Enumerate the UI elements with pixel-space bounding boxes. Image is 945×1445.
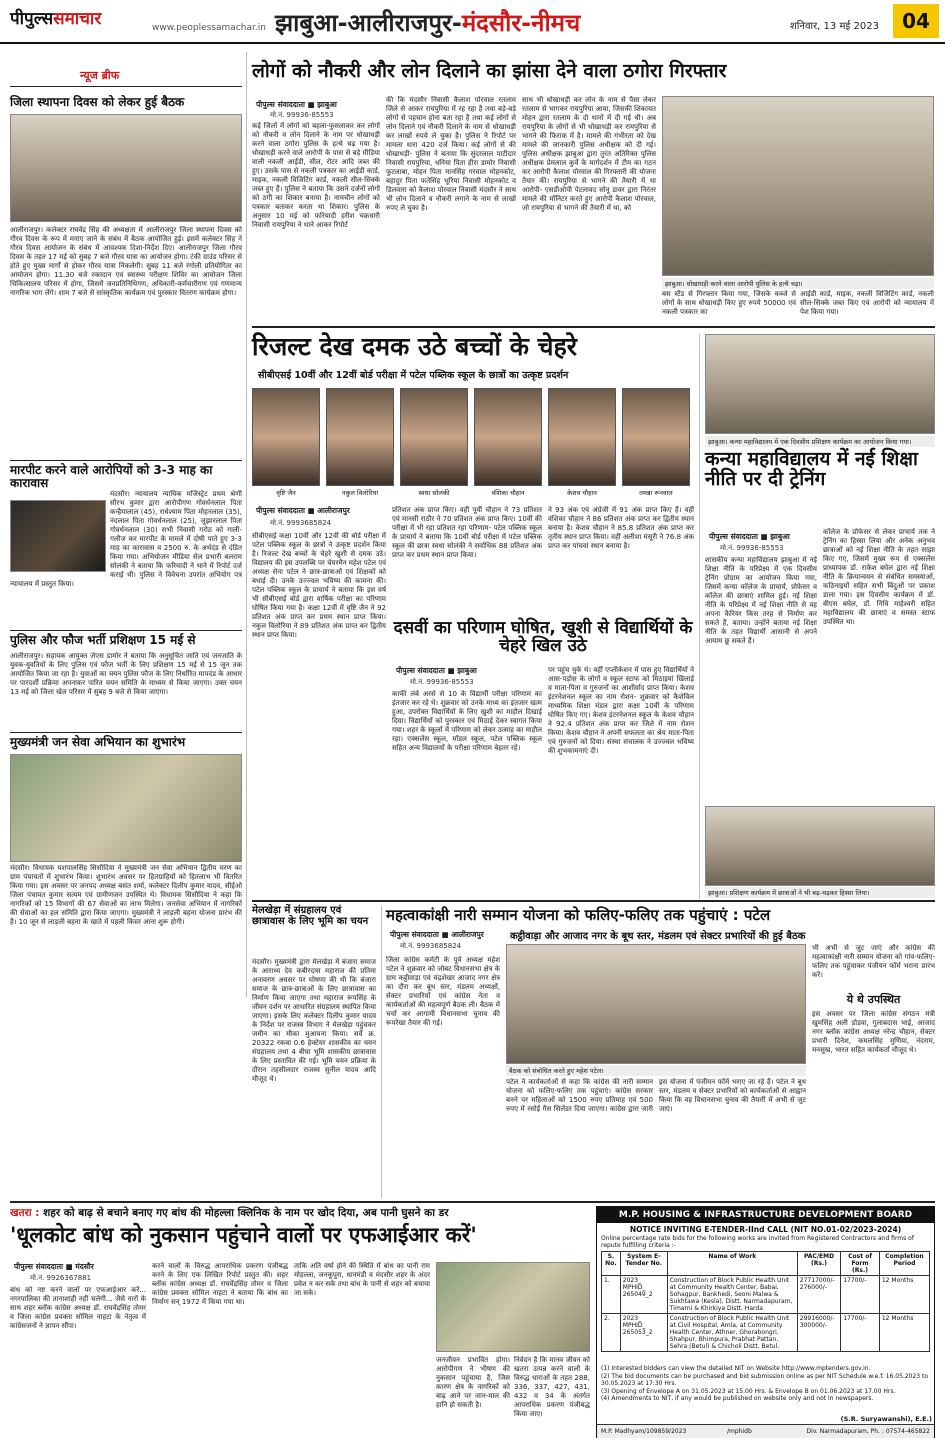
site-url[interactable]: www.peoplessamachar.in — [152, 23, 266, 33]
result-body-col3: ने 93 अंक एवं अंग्रेजी में 91 अंक प्राप्त किए हैं। वहीं वंशिका चौहान ने 86 प्रतिशत अंक प्राप्त कर द्वितीय स्थान बनाया है। केशव चौहान ने 85.8 प्रतिशत अंक प्राप्त कर तृतीय स्थान प्राप्त किया। वहीं अलीशा मंसूरी ने 76.8 अंक प्राप्त कर पांचवां स्थान बनाया है। — [548, 506, 694, 550]
lead-body-col2: की कि मंदसौर निवासी कैलाश पोरवाल रतलाम जिले से आकर रायपुरिया में रह रहा है तथा बड़े-बड़े लोगों से पहचान होना बता रहा है तथा कई लोगों से लोन दिलाने एवं नौकरी दिलाने के नाम से धोखाधड़ी कर लाखों रुपये ले चुका है। पुलिस ने रिपोर्ट पर मामला धारा 420 दर्ज किया। कई लोगों से की धोखाधड़ी- पुलिस ने बताया कि सुंदरलाल पाटीदार निवासी रायपुरिया, धनिया पिता हीरा डामोर निवासी फुटलाबा, मोहन पिता मानसिंह गरवाल मोहनकोट, बहादुर पिता फतेसिंह भूरिया निवासी मोहनकोट व डिलवारा को कैलाश पोरवाल निवासी मंदसौर ने साथ भी लोन दिलाने व नौकरी लगाने के नाम से लाखों रुपए ले चुका है। — [386, 96, 516, 212]
brief4-headline: मुख्यमंत्री जन सेवा अभियान का शुभारंभ — [10, 735, 186, 749]
divider — [10, 1201, 935, 1203]
college-photo-2 — [705, 806, 935, 886]
tender-col-header: Cost of Form (Rs.) — [841, 1252, 880, 1276]
dam-ticker — [10, 1206, 590, 1220]
divider — [10, 460, 242, 461]
tender-cell: 2. — [602, 1314, 621, 1352]
patel-headline: महत्वाकांक्षी नारी सम्मान योजना को फलिए-फलिए तक पहुंचाएं : पटेल — [386, 906, 771, 924]
tender-table — [601, 1251, 930, 1352]
brief3-body: आलीराजपुर। सहायक आयुक्त जेएस डामोर ने बताया कि अनुसूचित जाति एवं जनजाति के युवक-युवतियों के लिए पुलिस एवं फौज भर्ती के लिए प्रशिक्षण 15 मई से 15 जून तक आयोजित किया जा रहा है। युवाओं का चयन पुलिस फौज के लिए निर्धारित मापदंड के आधार पर पारदर्शी प्रक्रिया अपनाकर पारित चयन समिति के माध्यम से किया जाएगा। उक्त चयन 13 मई को जिला खेल परिसर में सुबह 9 बजे से किया जाएगा। — [10, 652, 242, 696]
result-mobile: मो.नं. 9993685824 — [270, 519, 332, 527]
tender-title: NOTICE INVITING E-TENDER-IInd CALL (NIT NO.01-02/2023-2024) — [629, 1225, 902, 1234]
table-row — [602, 1314, 930, 1352]
lead-mobile: मो.नं. 99936-85553 — [270, 111, 334, 119]
dam-byline: पीपुल्स संवाददाता ■ मंदसौर — [14, 1262, 94, 1271]
college-photo — [705, 334, 935, 434]
ticker-label: खतरा : — [10, 1207, 40, 1219]
student-name: तमन्ना रूनवाल — [639, 489, 673, 497]
column-divider — [246, 52, 247, 997]
patel-meeting-photo — [506, 944, 806, 1064]
tender-footer-right: Div. Narmadapuram, Ph. : 07574-465822 — [806, 1428, 930, 1435]
tender-footer-left: M.P. Madhyam/109859/2023 — [601, 1428, 687, 1435]
melkheda-body: मंदसौर। मुख्यमंत्री द्वारा मेलखेड़ा में बंजारा समाज के आराध्य देव कबीरदास महाराज की प्रतिमा अनावरण अवसर पर घोषणा की थी कि बंजारा समाज के छात्र-छात्राओं के लिए छात्रावास का निर्माण किया जाएगा तथा महाराज रूपसिंह के जीवन दर्शन पर आधारित संग्रहालय स्थापित किया जाएगा। इसके लिए कलेक्टर दिलीप कुमार यादव के निर्देश पर राजस्व विभाग ने मेलखेड़ा पहुंचकर जमीन का मौका मुआयना किया। सर्वे क्र. 20322 रकबा 0.6 हेक्टेयर शासकीय का चयन संग्रहालय तथा 4 बीघा भूमि शासकीय छात्रावास के लिए प्रस्तावित की गई। भूमि चयन प्रक्रिया के दौरान तहसीलदार राजस्व सुनील यादव आदि मौजूद थे। — [252, 958, 376, 1083]
result-byline: पीपुल्स संवाददाता ■ आलीराजपुर — [256, 506, 350, 515]
tenth-body-col2: पर पहुंच चुके थे। वहीं एप्लीकेशन में पास हुए विद्यार्थियों ने आस-पड़ोस के लोगों व स्कूल स्टाफ को मिठाइयां खिलाई व माता-पिता व गुरुजनों का आशीर्वाद प्राप्त किया। केशव इंटरनेशनल स्कूल का नाम रोशन- शुक्रवार को कैशेविल माध्यमिक शिक्षा मंडल द्वारा कक्षा 10वीं के परिणाम घोषित किए गए। केशव इंटरनेशनल स्कूल के केशव चौहान ने 92.4 प्रतिशत अंक प्राप्त कर जिले में नाम रोशन किया। केशव चौहान ने अपनी सफलता का श्रेय माता-पिता एवं गुरुजनों को दिया। संस्था संचालक ने उज्ज्वल भविष्य की शुभकामनाएं दी। — [548, 666, 694, 755]
tender-col-header: PAC/EMD (Rs.) — [797, 1252, 840, 1276]
news-brief-label: न्यूज ब्रीफ — [80, 69, 120, 82]
abhiyan-photo — [10, 754, 242, 862]
student-photo — [252, 388, 320, 486]
patel-body-col1: जिला कांग्रेस कमेटी के पूर्व अध्यक्ष महेश पटेल ने शुक्रवार को जोबट विधानसभा क्षेत्र के ग्राम कट्ठीवाड़ा एवं चंद्रशेखर आजाद नगर क्षेत्र का दौरा कर बूथ स्तर, मंडलम अध्यक्षों, सेक्टर प्रभारियों एवं कांग्रेस नेता व कार्यकर्ताओं की महत्वपूर्ण बैठक ली। बैठक में चर्चा कर आगामी विधानसभा चुनाव की रूपरेखा तैयार की गई। — [386, 956, 500, 1027]
brief4-body: मंदसौर। विधायक यशपालसिंह सिसौदिया ने मुख्यमंत्री जन सेवा अभियान द्वितीय चरण का ग्राम पंचायतों में शुभारंभ किया। शुभारंभ अवसर पर हितग्राहियों को हितलाभ भी वितरित किया गया। इस अवसर पर जनपद अध्यक्ष बसंत शर्मा, कलेक्टर दिलीप कुमार यादव, सीईओ जिला पंचायत कुमार सत्यम एवं ग्रामीणजन उपस्थित थे। विधायक सिसौदिया ने कहा कि नागरिकों को 15 विभागों की 67 सेवाओं का लाभ मिलेगा। जनसेवा अभियान में नागरिकों की सेवाओं का हल समिति द्वारा किया जाएगा। मुख्यमंत्री ने लाड़ली बहना योजना प्रारंभ की है। 10 जून से लाड़ली बहना के खाते में पहली किस्त आना शुरू होगी। — [10, 864, 242, 926]
news-brief-column — [10, 52, 242, 926]
result-body-col1: सीबीएसई कक्षा 10वीं और 12वीं की बोर्ड परीक्षा में पटेल पब्लिक स्कूल के छात्रों ने उत्कृष्ट प्रदर्शन किया है। रिजल्ट देख बच्चों के चेहरे खुशी से दमक उठे। विद्यालय की इस उपलब्धि पर चेयरमैन महेश पटेल एवं अध्यक्ष सेना पटेल ने छात्र-छात्राओं एवं शिक्षकों को बधाई दी। उनके उज्ज्वल भविष्य की कामना की। पटेल पब्लिक स्कूल के प्राचार्य ने बताया कि इस वर्ष भी सीबीएसई बोर्ड द्वारा वार्षिक परीक्षा का परिणाम घोषित किया गया है। कक्षा 12वीं में वृष्टि जैन ने 92 प्रतिशत अंक प्राप्त कर प्रथम स्थान प्राप्त किया। नकुल विलोरिया ने 89 प्रतिशत अंक प्राप्त कर द्वितीय स्थान प्राप्त किया। — [252, 532, 386, 639]
college-mobile: मो.नं. 99936-85553 — [720, 544, 784, 552]
patel-photo-caption: बैठक को संबोधित करते हुए महेश पटेल। — [506, 1065, 806, 1076]
tender-cell: Construction of Block Public Health Unit at Community Health Center, Babai, Sohagpur, Bankhedi, Seoni Malwa & Sukhtawa (Kesla), Distt. Narmadapuram, Timarni & Khirkiya Distt. Harda — [667, 1276, 797, 1314]
tender-cell: 2023_ MPHID_ 265049_2 — [620, 1276, 667, 1314]
brand-sub: समाचार — [53, 9, 102, 29]
patel-byline: पीपुल्स संवाददाता ■ आलीराजपुर — [390, 930, 484, 939]
result-headline: रिजल्ट देख दमक उठे बच्चों के चेहरे — [252, 332, 577, 361]
present-body: इस अवसर पर जिला कांग्रेस संगठन मंत्री खुमसिंह अली डोडवा, गुलाबदास भाई, आजाद नगर ब्लॉक कांग्रेस अध्यक्ष नरेन्द्र चौहान, सेक्टर प्रभारी दिनेश, कमलसिंह मुणिया, नंदराम, मनसुख, भारत सहित कार्यकर्ता मौजूद थे। — [812, 1010, 935, 1054]
meeting-photo — [10, 114, 242, 222]
divider — [10, 732, 242, 733]
tender-note: (3) Opening of Envelope A on 31.05.2023 at 15.00 Hrs. & Envelope B on 01.06.2023 at 17.00 Hrs. — [601, 1387, 896, 1395]
tender-cell: 2023_ MPHID_ 265053_2 — [620, 1314, 667, 1352]
tender-cell: 27717000/- 276000/- — [797, 1276, 840, 1314]
present-head: ये थे उपस्थित — [846, 993, 901, 1006]
tenth-mobile: मो.नं. 99936-85553 — [410, 678, 474, 686]
college-photo2-caption: झाबुआ। प्रशिक्षण कार्यक्रम में छात्राओं ने भी बढ़-चढ़कर हिस्सा लिया। — [705, 887, 935, 898]
student-name: केशव चौहान — [567, 489, 597, 497]
lead-headline: लोगों को नौकरी और लोन दिलाने का झांसा देने वाला ठगोरा गिरफ्तार — [252, 60, 727, 82]
dam-mobile: मो.नं. 9926367881 — [30, 1274, 92, 1282]
dam-body-col1: बांध को नष्ट करने वालों पर एफआईआर करें... नगरपालिका की तानाशाही नहीं चलेगी... जैसे नारों के साथ शहर ब्लॉक कांग्रेस अध्यक्ष डॉ. राघवेंद्रसिंह तोमर व जिला कांग्रेस प्रवक्ता सोमिल नाहटा के नेतृत्व में कांग्रेसजनों ने ज्ञापन सौंपा। — [10, 1286, 146, 1330]
college-photo-caption: झाबुआ। कन्या महाविद्यालय में एक दिवसीय प्रशिक्षण कार्यक्रम का आयोजन किया गया। — [705, 436, 935, 447]
dam-body-col3: ताकि अति वर्षा होने की स्थिति में बांध का पानी राम मोहल्ला, जनकूपुरा, धानमंडी व मंदसौर शहर के अंदर प्रवेश न कर सके तथा बांध के पानी से शहर को बचाया जा सके। — [294, 1262, 430, 1297]
tender-cell: 29916000/- 300000/- — [797, 1314, 840, 1352]
patel-mobile: मो.नं. 9993685824 — [400, 942, 462, 950]
tender-col-header: Name of Work — [667, 1252, 797, 1276]
lead-byline: पीपुल्स संवाददाता ■ झाबुआ — [256, 100, 337, 109]
tender-col-header: Completion Period — [879, 1252, 929, 1276]
ticker-text: शहर को बाढ़ से बचाने बनाए गए बांध की मोहल्ला क्लिनिक के नाम पर खोद दिया, अब पानी घुसने का डर — [43, 1207, 449, 1219]
melkheda-headline: मेलखेड़ा में संग्रहालय एवं छात्रावास के लिए भूमि का चयन — [252, 905, 369, 927]
tender-note: (2) The bid documents can be purchased and bid submission online as per NIT Schedule w.e.f. 16.05.2023 to 30.05.2023 at 17:30 Hrs. — [601, 1372, 928, 1387]
brand-logo[interactable] — [10, 6, 101, 29]
patel-body-col3: भी अभी से जुट जाएं और कांग्रेस की महत्वाकांक्षी नारी सम्मान योजना को गांव-फलिए-फलिए तक पहुंचाकर पंजीयन फॉर्म भराना प्रारंभ करें। — [812, 944, 935, 979]
tender-cell: 12 Months — [879, 1276, 929, 1314]
tender-col-header: System E-Tender No. — [620, 1252, 667, 1276]
masthead — [0, 0, 945, 44]
tender-ad — [596, 1206, 935, 1438]
college-headline: कन्या महाविद्यालय में नई शिक्षा नीति पर दी ट्रेनिंग — [705, 448, 918, 490]
issue-date: शनिवार, 13 मई 2023 — [790, 21, 879, 32]
student-photo — [622, 388, 690, 486]
divider — [252, 326, 935, 328]
table-row — [602, 1276, 930, 1314]
brief2-headline: मारपीट करने वाले आरोपियों को 3-3 माह का कारावास — [10, 463, 213, 490]
brief2-text: मंदसौर। न्यायालय न्यायिक मजिस्ट्रेट प्रथम श्रेणी सौरभ कुमार द्वारा आरोपीगण गोवर्धनलाल पिता कन्हैयालाल (45), राधेश्याम पिता मोहनलाल (35), नंदलाल पिता गोवर्धनलाल (25), जुझारलाल पिता गोवर्धनलाल (30) सभी निवासी गरोठ को गाली-गलौज कर मारपीट के मामले में दोषी पाते हुए 3-3 माह का कारावास व 2500 रु. के अर्थदंड से दंडित किया गया। अभियोजन मीडिया सेल प्रभारी बलराम सोलंकी ने बताया कि फरियादी ने थाने में रिपोर्ट दर्ज कराई थी। पुलिस ने विवेचना उपरांत अभियोग पत्र न्यायालय में प्रस्तुत किया। — [10, 490, 242, 588]
tender-signature: (S.R. Suryawanshi), E.E.) — [840, 1415, 932, 1423]
college-body-col2: कॉलेज के प्रोफेसर से लेकर प्राचार्य तक ने ट्रेनिंग का हिस्सा लिया और अनेक अनुभव छात्राओं को नई शिक्षा नीति के तहत साझा किए गए, जिसमें मुख्य रूप से एक्सलेंस प्राध्यापक डॉ. राकेश बघेल द्वारा नई शिक्षा नीति के क्रियान्वयन से संबंधित समस्याओं, कठिनाइयों सहित सभी बिंदुओं पर प्रकाश डाला गया। इस दिवसीय कार्यक्रम में डॉ. बीएस बघेल, डॉ. निधि माहेश्वरी सहित महाविद्यालय की छात्राएं व समस्त स्टाफ उपस्थित था। — [823, 528, 935, 626]
lead-body-col1: कई जिलों में लोगों को बहला-फुसलाकर कर लोगों को नौकरी व लोन दिलाने के नाम पर धोखाधड़ी करने वाला ठगोरा पुलिस के हत्थे चढ़ गया है। धोखाधड़ी करने वाले आरोपी के पास से बड़े मीडिया वाली नकली आईडी, सील, रोटर आदि जब्त की हुए। उसके पास से नकली पत्रकार का आईडी कार्ड, माइक, नकली विजिटिंग कार्ड, नकली सील-सिक्के जब्त हुए हैं। पुलिस ने बताया कि उसने दर्जनों लोगों को ठगी का शिकार बनाया है। नामचीन लोगों को पत्रकार बताकर करता था शिकार। पुलिस के अनुसार 10 मई को फरियादी हरीश चक्रधारी निवासी रायपुरिया ने थाने आकर रिपोर्ट — [252, 122, 380, 229]
brief1-body: आलीराजपुर। कलेक्टर राघवेंद्र सिंह की अध्यक्षता में आलीराजपुर जिला स्थापना दिवस को गौरव दिवस के रूप में मनाए जाने के संबंध में बैठक आयोजित हुई। इसमें कलेक्टर सिंह ने गौरव दिवस आयोजन के संबंध में आवश्यक दिशा-निर्देश दिए। आलीराजपुर जिला गौरव दिवस के तहत 17 मई को सुबह 7 बजे गौरव यात्रा का आयोजन होगा। टंकी ग्राउंड परिसर से होते हुए मुख्य मार्गों से होकर गौरव यात्रा निकलेगी। सुबह 11 बजे रंगोली प्रतियोगिता का आयोजन होगा। 11.30 बजे रक्तदान एवं स्वास्थ्य परीक्षण शिविर का आयोजन जिला चिकित्सालय परिसर में होगा, जिसमें जनप्रतिनिधिगण, अधिकारी-कर्मचारीगण एवं गणमान्य नागरिक भाग लेंगे। शाम 7 बजे से सांस्कृतिक कार्यक्रम एवं पुरस्कार वितरण कार्यक्रम होगा। — [10, 226, 242, 297]
student-photo — [474, 388, 542, 486]
student-name: स्वधा सोलंकी — [418, 489, 450, 497]
tenth-byline: पीपुल्स संवाददाता ■ झाबुआ — [396, 666, 477, 675]
student-photo — [400, 388, 468, 486]
tender-col-header: S. No. — [602, 1252, 621, 1276]
result-body-col2: प्रतिशत अंक प्राप्त किए। वहीं पूर्वी चौहान ने 73 प्रतिशत एवं मानसी राठौर ने 70 प्रतिशत अंक प्राप्त किए। 10वीं की परीक्षा में भी रहा प्रतिशत रहा परिणाम- पटेल पब्लिक स्कूल के प्राचार्य ने बताया कि 10वीं बोर्ड परीक्षा में पटेल पब्लिक स्कूल की छात्रा स्वधा सोलंकी ने सर्वाधिक 88 प्रतिशत अंक प्राप्त कर प्रथम स्थान प्राप्त किया। — [392, 506, 542, 559]
dam-headline: 'धूलकोट बांध को नुकसान पहुंचाने वालों पर एफआईआर करें' — [10, 1223, 477, 1247]
edition-red: मंदसौर-नीमच — [461, 9, 581, 37]
brand-main: पीपुल्स — [10, 9, 54, 29]
brief1-headline: जिला स्थापना दिवस को लेकर हुई बैठक — [10, 95, 185, 109]
student-photo — [548, 388, 616, 486]
student-name: वृष्टि जैन — [276, 489, 296, 497]
divider — [10, 630, 242, 631]
tender-cell: 1. — [602, 1276, 621, 1314]
dam-body-col5: निवेदन है कि मानव जीवन को खतरा उत्पन्न करने वालों के विरुद्ध धाराओं के तहत 288, 336, 337, 427, 431, 432 व 34 के अंतर्गत आपराधिक प्रकरण पंजीबद्ध किया जाए। — [514, 1356, 590, 1418]
tender-cell: 17700/- — [841, 1276, 880, 1314]
dam-photo — [436, 1262, 590, 1352]
result-subhead: सीबीएसई 10वीं और 12वीं बोर्ड परीक्षा में पटेल पब्लिक स्कूल के छात्रों का उत्कृष्ट प्रदर्शन — [258, 370, 569, 381]
brief2-body — [10, 490, 242, 626]
patel-body-col2: पटेल ने कार्यकर्ताओं से कहा कि कांग्रेस की नारी सम्मान योजना को फलिए-फलिए तक पहुंचाएं। कांग्रेस सरकार बनने पर महिलाओं को 1500 रुपए प्रतिमाह एवं 500 रुपए में रसोई गैस सिलेंडर दिया जाएगा। कांग्रेस द्वारा जारी इस योजना में पंजीयन फॉर्म भराए जा रहे हैं। पटेल ने बूथ स्तर, मंडलम व सेक्टर प्रभारियों को कार्यकर्ताओं से आह्वान किया कि वह विधानसभा चुनाव की तैयारी में अभी से जुट जाएं। — [506, 1078, 806, 1113]
tenth-body-col1: काफी लंबे अरसे से 10 के विद्यार्थी परीक्षा परिणाम का इंतजार कर रहे थे। शुक्रवार को उनके माध्य का इंतजार खत्म हुआ, उपरोक्त विद्यार्थियों के लिए खुशी का माहौल दिखाई दिया। विद्यार्थियों को पुरस्कार एवं मिठाई देकर स्वागत किया गया। शहर के स्कूलों में परिणाम को लेकर उत्साह का माहौल रहा। एक्सलेंस स्कूल, मॉडल स्कूल, पटेल पब्लिक स्कूल सहित अन्य विद्यालयों के परीक्षा परिणाम बेहतर रहे। — [392, 690, 542, 752]
college-byline: पीपुल्स संवाददाता ■ झाबुआ — [709, 532, 790, 541]
column-divider — [381, 906, 382, 1198]
tender-footer-social[interactable]: /mphidb — [727, 1428, 752, 1435]
edition-main: झाबुआ-आलीराजपुर- — [275, 9, 462, 37]
tender-cell: 17700/- — [841, 1314, 880, 1352]
student-name: नकुल विलोरिया — [341, 489, 379, 497]
tender-footer — [597, 1424, 934, 1438]
edition-title — [275, 6, 580, 39]
arrest-photo-caption: झाबुआ। धोखाधड़ी करने वाला आरोपी पुलिस के हत्थे चढ़ा। — [662, 278, 934, 289]
dam-body-col4: जनजीवन प्रभावित होगा। आरोपीगण ने भीषण की नुकसान पहुंचाया है, जिस कारण क्षेत्र के नागरिकों को बाढ़ आने पर जान-माल की हानि हो सकती है। — [436, 1356, 510, 1409]
divider — [252, 900, 935, 902]
divider — [10, 86, 242, 87]
tender-org: M.P. HOUSING & INFRASTRUCTURE DEVELOPMENT BOARD — [597, 1207, 934, 1223]
arrest-photo — [662, 96, 934, 276]
lead-body-col4: बस स्टैंड से गिरफ्तार किया गया, जिसके कब्जे से लोगों के साथ धोखाधड़ी किए हुए रुपये 50000 एवं नकली पत्रकार का — [662, 290, 796, 316]
column-divider — [699, 334, 700, 899]
tender-cell: 12 Months — [879, 1314, 929, 1352]
patel-subhead: कट्ठीवाड़ा और आजाद नगर के बूथ स्तर, मंडलम एवं सेक्टर प्रभारियों की हुई बैठक — [510, 931, 806, 942]
tender-notes — [601, 1365, 930, 1403]
tender-note: (4) Amendments to NIT, if any would be published on website only and not in newspapers. — [601, 1395, 874, 1402]
lead-body-col5: आईडी कार्ड, माइक, नकली विजिटिंग कार्ड, नकली सील-सिक्के जब्त किए एवं आरोपी को न्यायालय में पेश किया गया। — [800, 290, 934, 316]
tender-cell: Construction of Block Public Health Unit at Civil Hospital, Amla, at Community Health Center, Athner, Ghorabongri, Shahpur, Bhimpura, Prabhat Pattan, Sehra (Betul) & Chicholi Distt. Betul. — [667, 1314, 797, 1352]
tender-header-row — [602, 1252, 930, 1276]
student-name: वंशिका चौहान — [491, 489, 525, 497]
brief3-headline: पुलिस और फौज भर्ती प्रशिक्षण 15 मई से — [10, 633, 196, 647]
dam-body-col2: करने वालों के विरुद्ध आपराधिक प्रकरण पंजीबद्ध करने के लिए एक लिखित रिपोर्ट प्रस्तुत की। शहर ब्लॉक कांग्रेस अध्यक्ष डॉ. राघवेंद्रसिंह तोमर व जिला कांग्रेस प्रवक्ता सोमिल नाहटा ने बताया कि बांध का निर्माण सन् 1972 में किया गया था। — [152, 1262, 288, 1306]
tender-note: (1) Interested bidders can view the detailed NIT on Website http://www.mptenders.gov.in. — [601, 1365, 871, 1372]
lead-body-col3: साथ भी धोखाधड़ी कर लोन के नाम से पैसा लेकर रतलाम से भागकर रायपुरिया आया, जिसकी शिकायत मोहन द्वारा रतलाम के दो थानों में दी गई थी। अब रायपुरिया के लोगों से भी धोखाधड़ी कर रायपुरिया से भागने की फिराक में है। मामले की गंभीरता को देख मामले की जानकारी पुलिस अधीक्षक को दी गई। पुलिस अधीक्षक झाबुआ द्वारा तुरंत अतिरिक्त पुलिस अधीक्षक प्रेमलाल कुर्वे के मार्गदर्शन में टीम का गठन कर आरोपी कैलाश पोरवाल की गिरफ्तारी की योजना तैयार की। रायपुरिया से भागने की तैयारी में था आरोपी- एसडीओपी पेटलावद सोनू डावर द्वारा निरंतर मामले की मॉनिटर करते हुए आरोपी कैलाश पोरवाल, जो रायपुरिया से भागने की तैयारी में था, को — [522, 96, 656, 212]
student-photo — [326, 388, 394, 486]
student-photos — [252, 388, 692, 500]
college-body-col1: शासकीय कन्या महाविद्यालय झाबुआ में नई शिक्षा नीति के परिप्रेक्ष्य में एक दिवसीय ट्रेनिंग प्रोग्राम का आयोजन किया गया, जिसमें कन्या कॉलेज के प्राचार्य, प्रोफेसर व कॉलेज की छात्राएं शामिल हुई। नई शिक्षा नीति के परिप्रेक्ष्य में नई शिक्षा नीति से वह अपना कैरियर किस तरह से निर्माण कर सकते हैं, बताया। उन्होंने बताया नई शिक्षा नीति के तहत विद्यार्थी आसानी से अपने आयाम छू सकते हैं। — [705, 556, 817, 645]
tender-intro: Online percentage rate bids for the following works are invited from Registered Contractors and firms of repute fulfilling criteria :- — [601, 1235, 914, 1249]
tenth-headline: दसवीं का परिणाम घोषित, खुशी से विद्यार्थियों के चेहरे खिल उठे — [393, 618, 693, 656]
page-number: 04 — [893, 4, 939, 38]
